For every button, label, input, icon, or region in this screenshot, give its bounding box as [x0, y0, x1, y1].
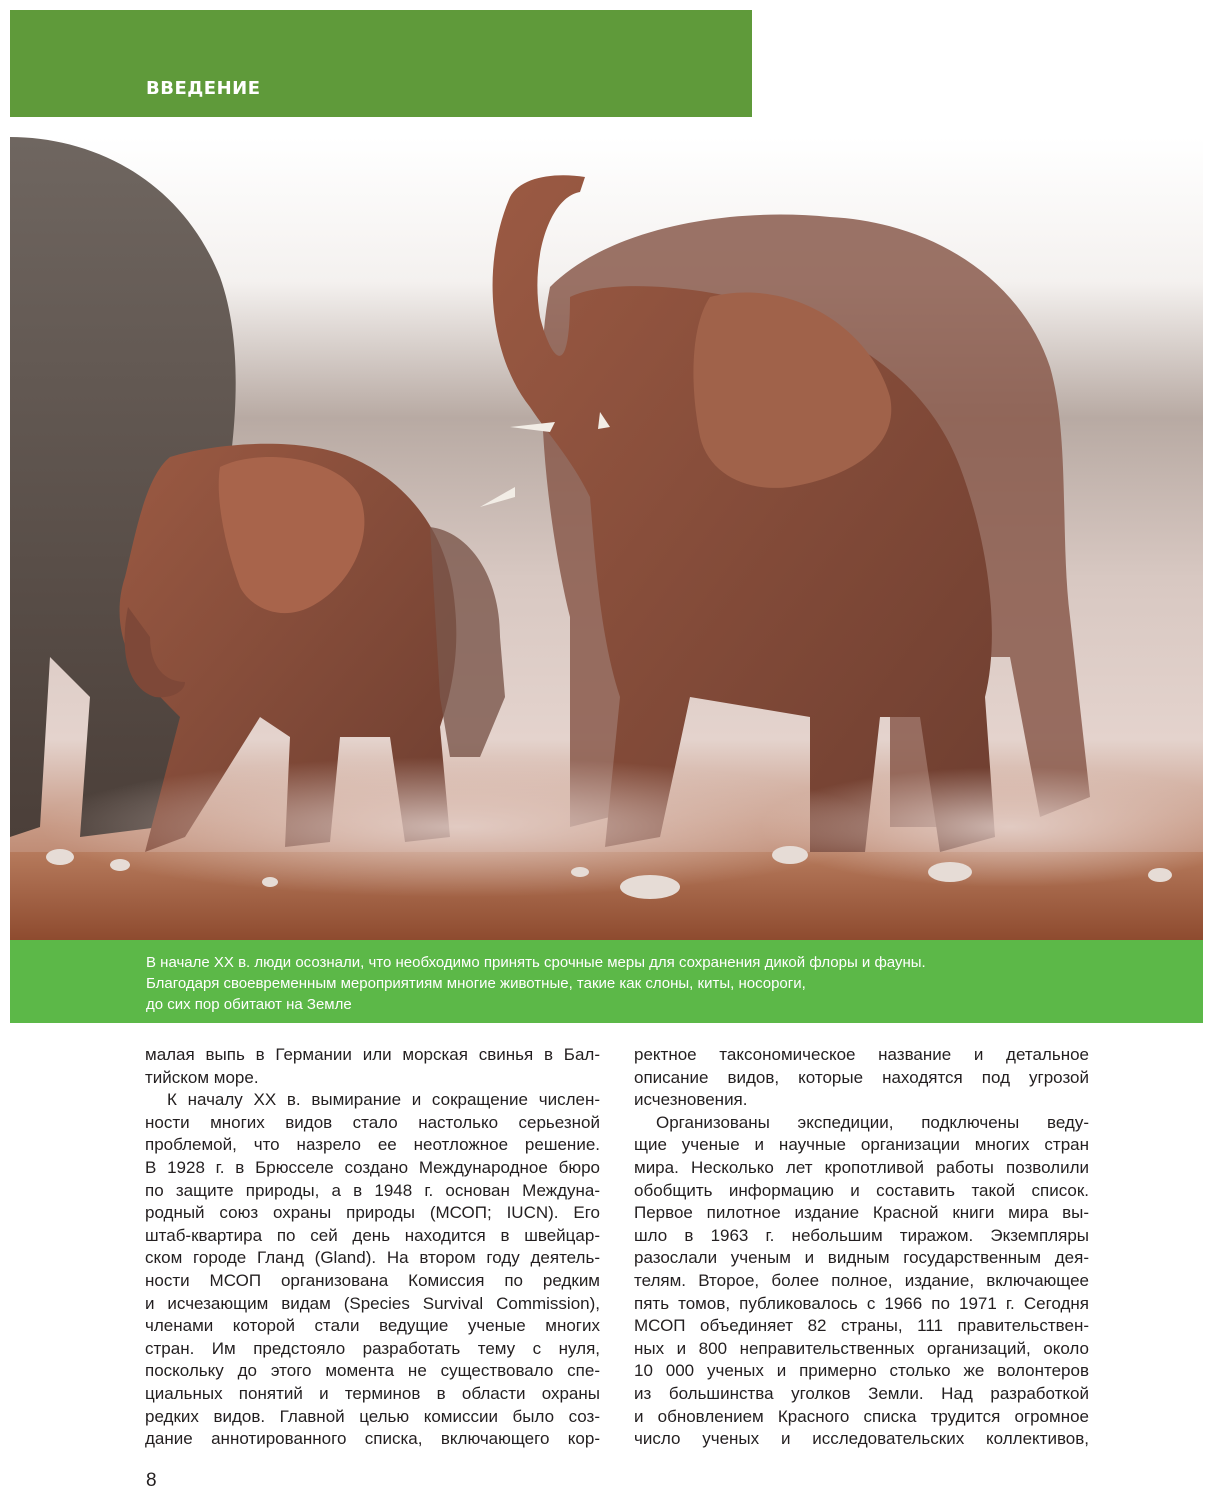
text-line: ности МСОП организована Комиссия по редким [145, 1270, 600, 1290]
text-line: телям. Второе, более полное, издание, включающее [634, 1270, 1089, 1290]
text-line: число ученых и исследовательских коллективов, [634, 1429, 1089, 1449]
text-line: проблемой, что назрело ее неотложное решение. [145, 1135, 600, 1155]
text-line: малая выпь в Германии или морская свинья в Бал- [145, 1045, 600, 1064]
text-line: исчезновения. [634, 1090, 748, 1110]
section-title: ВВЕДЕНИЕ [146, 78, 261, 99]
text-line: шло в 1963 г. небольшим тиражом. Экземпляры [634, 1225, 1089, 1245]
elephants-photo [10, 137, 1203, 940]
body-column-right [634, 1044, 1089, 1451]
body-column-left [145, 1044, 600, 1451]
text-line: мира. Несколько лет кропотливой работы позволили [634, 1157, 1089, 1177]
photo-caption [10, 940, 1203, 1023]
text-line: стран. Им предстояло разработать тему с нуля, [145, 1338, 600, 1358]
text-line: пять томов, публиковалось с 1966 по 1971 г. Сегодня [634, 1293, 1089, 1313]
caption-line: Благодаря своевременным мероприятиям многие животные, такие как слоны, киты, носороги, [146, 975, 806, 992]
text-line: обобщить информацию и составить такой список. [634, 1180, 1089, 1200]
text-line: Организованы экспедиции, подключены веду- [656, 1112, 1089, 1132]
text-line: описание видов, которые находятся под угрозой [634, 1067, 1089, 1087]
caption-line: до сих пор обитают на Земле [146, 996, 352, 1013]
text-line: по защите природы, а в 1948 г. основан Междуна- [145, 1180, 600, 1200]
text-line: ности многих видов стало настолько серьезной [145, 1112, 600, 1132]
text-line: редких видов. Главной целью комиссии было соз- [145, 1406, 600, 1426]
text-line: МСОП объединяет 82 страны, 111 правительствен- [634, 1316, 1089, 1336]
text-line: членами которой стали ведущие ученые многих [145, 1316, 600, 1336]
text-line: тийском море. [145, 1067, 259, 1087]
text-line: К началу XX в. вымирание и сокращение числен- [167, 1090, 600, 1110]
text-line: штаб-квартира по сей день находится в швейцар- [145, 1225, 600, 1245]
text-line: родный союз охраны природы (МСОП; IUCN). Его [145, 1203, 600, 1223]
text-line: щие ученые и научные организации многих стран [634, 1135, 1089, 1155]
text-line: и обновлением Красного списка трудится огромное [634, 1406, 1089, 1426]
page-number: 8 [146, 1470, 157, 1491]
text-line: В 1928 г. в Брюсселе создано Международное бюро [145, 1157, 600, 1177]
section-header-band [10, 10, 752, 117]
text-line: ных и 800 неправительственных организаций, около [634, 1338, 1089, 1358]
text-line: ректное таксономическое название и детальное [634, 1045, 1089, 1064]
text-line: разослали ученым и видным государственным дея- [634, 1248, 1089, 1268]
text-line: циальных понятий и терминов в области охраны [145, 1383, 600, 1403]
text-line: Первое пилотное издание Красной книги мира вы- [634, 1203, 1089, 1223]
text-line: из большинства уголков Земли. Над разработкой [634, 1383, 1089, 1403]
caption-line: В начале XX в. люди осознали, что необходимо принять срочные меры для сохранения дикой флоры и фауны. [146, 954, 926, 971]
text-line: 10 000 ученых и примерно столько же волонтеров [634, 1361, 1089, 1381]
text-line: ском городе Гланд (Gland). На втором году деятель- [145, 1248, 600, 1268]
text-line: поскольку до этого момента не существовало спе- [145, 1361, 600, 1381]
text-line: и исчезающим видам (Species Survival Commission), [145, 1293, 600, 1313]
text-line: дание аннотированного списка, включающего кор- [145, 1429, 600, 1449]
